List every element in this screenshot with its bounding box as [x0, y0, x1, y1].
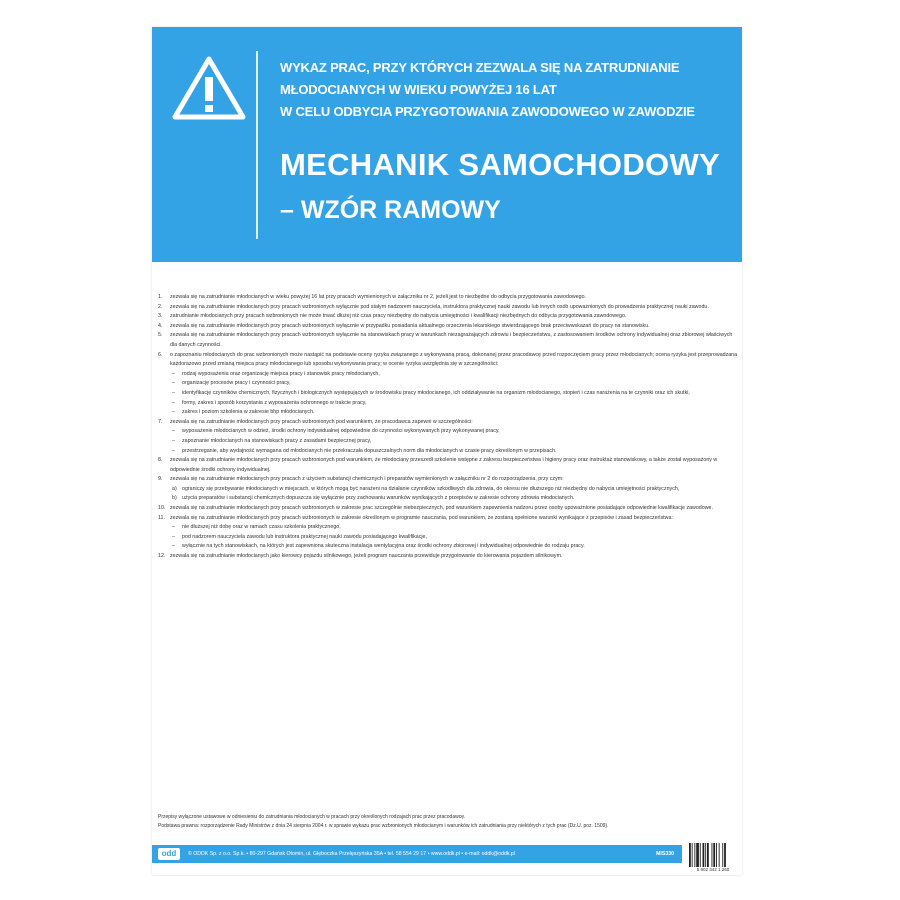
item-text: zezwala się na zatrudnianie młodocianych przy pracach wzbronionych w zakresie określonym w programie nauczania, pod warunkiem, że zostaną spełnione warunki wynikające z przepisów i zasad bezpieczeństwa:	[170, 514, 673, 521]
item-text: ograniczy się przebywanie młodocianych w miejscach, w których mogą być narażeni na działanie czynników szkodliwych dla zdrowia, do okresu nie dłuższego niż niezbędny do nabycia umiejętności praktycznych,	[182, 485, 680, 492]
warning-triangle-icon	[172, 55, 246, 121]
footer-note: Przepisy wyłączone ustawowe w odniesieniu do zatrudniania młodocianych w pracach przy określonych rodzajach prac przez pracodawcę.	[158, 814, 466, 820]
item-text: zezwala się na zatrudnianie młodocianych przy pracach wzbronionych wyłącznie w przypadku posiadania aktualnego orzeczenia lekarskiego stwierdzającego brak przeciwwskazań do pracy na stanowisku.	[170, 322, 650, 329]
item-number: –	[172, 447, 175, 454]
item-text: zapoznanie młodocianych na stanowiskach pracy z zasadami bezpiecznej pracy,	[182, 437, 372, 444]
header-banner	[152, 27, 742, 262]
item-number: 11.	[158, 514, 165, 521]
item-text: użycia preparatów i substancji chemicznych dopuszcza się wyłącznie przy zachowaniu warunków wynikających z przepisów w zakresie ochrony zdrowia młodocianych.	[182, 495, 575, 502]
publisher-address: © ODDK Sp. z o.o. Sp.k. • 80-297 Gdańsk Otomin, ul. Głęboczka Przelęszyńska 35A • tel. 58 554 29 17 • www.oddk.pl • e-mail: oddk@oddk.pl	[188, 851, 515, 857]
item-number: –	[172, 524, 175, 531]
item-text: zezwala się na zatrudnianie młodocianych w wieku powyżej 16 lat przy pracach wymienionych w załączniku nr 2, jeżeli jest to niezbędne do odbycia przygotowania zawodowego.	[170, 294, 587, 300]
list-item	[158, 331, 738, 350]
item-text: zezwala się na zatrudnianie młodocianych przy pracach wzbronionych pod warunkiem, że młodociany przeszedł szkolenie wstępne z zakresu bezpieczeństwa i higieny pracy oraz instruktaż stanowiskowy, a także został wyposażony w odpowiednie środki ochrony indywidualnej.	[170, 457, 718, 473]
item-number: –	[172, 428, 175, 435]
item-text: zezwala się na zatrudnianie młodocianych przy pracach wzbronionych pod warunkiem, że pracodawca zapewni w szczególności:	[170, 418, 473, 425]
list-subitem	[158, 399, 738, 409]
list-subitem	[158, 485, 738, 495]
list-subitem	[158, 523, 738, 533]
product-code: MIS330	[656, 851, 674, 857]
item-number: 7.	[158, 418, 163, 425]
intro-line: W CELU ODBYCIA PRZYGOTOWANIA ZAWODOWEGO W ZAWODZIE	[280, 104, 695, 119]
item-number: –	[172, 533, 175, 540]
header-divider	[256, 51, 258, 239]
list-subitem	[158, 370, 738, 380]
publisher-logo: odd	[158, 848, 180, 860]
item-text: zezwala się na zatrudnianie młodocianych przy pracach z użyciem substancji chemicznych i preparatów wymienionych w załączniku nr 2 do rozporządzenia, przy czym:	[170, 476, 564, 483]
footer-note: Podstawa prawna: rozporządzenie Rady Ministrów z dnia 24 sierpnia 2004 r. w sprawie wykazu prac wzbronionych młodocianym i warunków ich zatrudniania przy niektórych z tych prac (Dz.U. poz. 1509).	[158, 822, 609, 829]
list-subitem	[158, 494, 738, 504]
publisher-bar	[152, 845, 682, 863]
list-item	[158, 475, 738, 485]
item-number: 12.	[158, 553, 166, 560]
item-text: zezwala się na zatrudnianie młodocianych przy pracach wzbronionych wyłącznie pod stałym nadzorem nauczyciela, instruktora praktycznej nauki zawodu lub innych osób upoważnionych do prowadzenia praktycznej nauki zawodu.	[170, 303, 709, 310]
item-text: formy, zakres i sposób korzystania z wyposażenia ochronnego w trakcie pracy,	[182, 399, 367, 406]
list-subitem	[158, 447, 738, 457]
item-text: rodzaj wyposażenia oraz organizację miejsca pracy i stanowisk pracy młodocianych,	[182, 370, 380, 377]
list-subitem	[158, 389, 738, 399]
item-text: zezwala się na zatrudnianie młodocianych przy pracach wzbronionych wyłącznie na stanowiskach pracy w warunkach niezagrażających zdrowiu i bezpieczeństwu, z zastosowaniem środków ochrony indywidualnej oraz zbiorowej właściwych dla danych czynności.	[170, 332, 733, 348]
item-number: 8.	[158, 457, 163, 464]
list-item	[158, 293, 738, 303]
item-number: –	[172, 389, 175, 396]
intro-line: MŁODOCIANYCH W WIEKU POWYŻEJ 16 LAT	[280, 82, 557, 97]
item-text: zatrudnianie młodocianych przy pracach wzbronionych nie może trwać dłużej niż czas pracy niezbędny do nabycia umiejętności i kwalifikacji niezbędnych do odbycia przygotowania zawodowego.	[170, 313, 627, 320]
item-number: –	[172, 370, 175, 377]
item-number: a)	[172, 485, 177, 492]
item-number: 10.	[158, 505, 166, 512]
list-item	[158, 456, 738, 475]
item-number: –	[172, 380, 175, 387]
list-item	[158, 303, 738, 313]
item-text: wyłącznie na tych stanowiskach, na których jest zapewniona skuteczna instalacja wentylacyjna oraz środki ochrony zbiorowej i indywidualnej odpowiednie do rodzaju pracy.	[182, 543, 585, 550]
footer-notes	[158, 813, 738, 831]
barcode-icon	[688, 843, 738, 867]
item-number: 5.	[158, 332, 163, 339]
list-subitem	[158, 437, 738, 447]
item-number: –	[172, 399, 175, 406]
list-subitem	[158, 427, 738, 437]
list-item	[158, 514, 738, 524]
item-text: nie dłuższej niż dobę oraz w ramach czasu szkolenia praktycznego,	[182, 524, 341, 531]
item-text: wyposażenie młodocianych w odzież, środki ochrony indywidualnej odpowiednie do czynności wykonywanych przy wykonywanej pracy,	[182, 428, 500, 435]
poster-sheet	[152, 27, 742, 875]
list-item	[158, 351, 738, 370]
item-text: o zapoznaniu młodocianych do prac wzbronionych może nastąpić na podstawie oceny ryzyka związanego z wykonywaną pracą, dokonanej przez pracodawcę przed rozpoczęciem pracy przez młodocianych; ocena ryzyka jest przeprowadzana każdorazowo przed zmianą miejsca pracy młodocianego lub sposobu wykonywania pracy; w ocenie ryzyka uwzględnia się w szczególności:	[170, 351, 738, 368]
item-text: organizację procesów pracy i czynności pracy,	[182, 380, 291, 387]
list-subitem	[158, 542, 738, 552]
item-text: identyfikację czynników chemicznych, fizycznych i biologicznych występujących w środowisku pracy młodocianego, ich oddziaływanie na organizm młodocianego, stopień i czas narażenia na te czynniki oraz ich skutki,	[182, 389, 690, 396]
regulations-list	[158, 293, 738, 562]
item-number: –	[172, 437, 175, 444]
item-number: 4.	[158, 322, 163, 329]
item-text: zezwala się na zatrudnianie młodocianych przy pracach wzbronionych w zakresie prac szczególnie niebezpiecznych, pod warunkiem zapewnienia nadzoru przez osoby upoważnione posiadające odpowiednie kwalifikacje zawodowe.	[170, 505, 713, 512]
intro-line: WYKAZ PRAC, PRZY KTÓRYCH ZEZWALA SIĘ NA ZATRUDNIANIE	[280, 60, 680, 75]
list-item	[158, 312, 738, 322]
list-item	[158, 322, 738, 332]
list-subitem	[158, 408, 738, 418]
item-number: 9.	[158, 476, 163, 483]
list-item	[158, 418, 738, 428]
item-number: –	[172, 543, 175, 550]
item-text: zakres i poziom szkolenia w zakresie bhp młodocianych.	[182, 409, 315, 416]
list-subitem	[158, 379, 738, 389]
item-text: zezwala się na zatrudnianie młodocianych jako kierowcy pojazdu silnikowego, jeżeli program nauczania przewiduje przygotowanie do kierowania pojazdem silnikowym.	[170, 553, 563, 560]
item-number: 2.	[158, 303, 163, 310]
item-text: przestrzeganie, aby wydajność wymagana od młodocianych nie przekraczała dopuszczalnych norm dla młodocianych w czasie pracy określonym w przepisach.	[182, 447, 557, 454]
page-title: MECHANIK SAMOCHODOWY	[280, 147, 720, 182]
list-subitem	[158, 533, 738, 543]
item-text: pod nadzorem nauczyciela zawodu lub instruktora praktycznej nauki zawodu posiadającego kwalifikacje,	[182, 533, 427, 540]
list-item	[158, 552, 738, 562]
item-number: b)	[172, 495, 177, 502]
item-number: –	[172, 409, 175, 416]
page-subtitle: – WZÓR RAMOWY	[280, 196, 501, 224]
barcode-number: 5 902 342 1 260	[696, 867, 730, 872]
list-item	[158, 504, 738, 514]
item-number: 3.	[158, 313, 163, 320]
intro-text	[280, 57, 730, 123]
item-number: 1.	[158, 294, 163, 300]
item-number: 6.	[158, 351, 163, 358]
